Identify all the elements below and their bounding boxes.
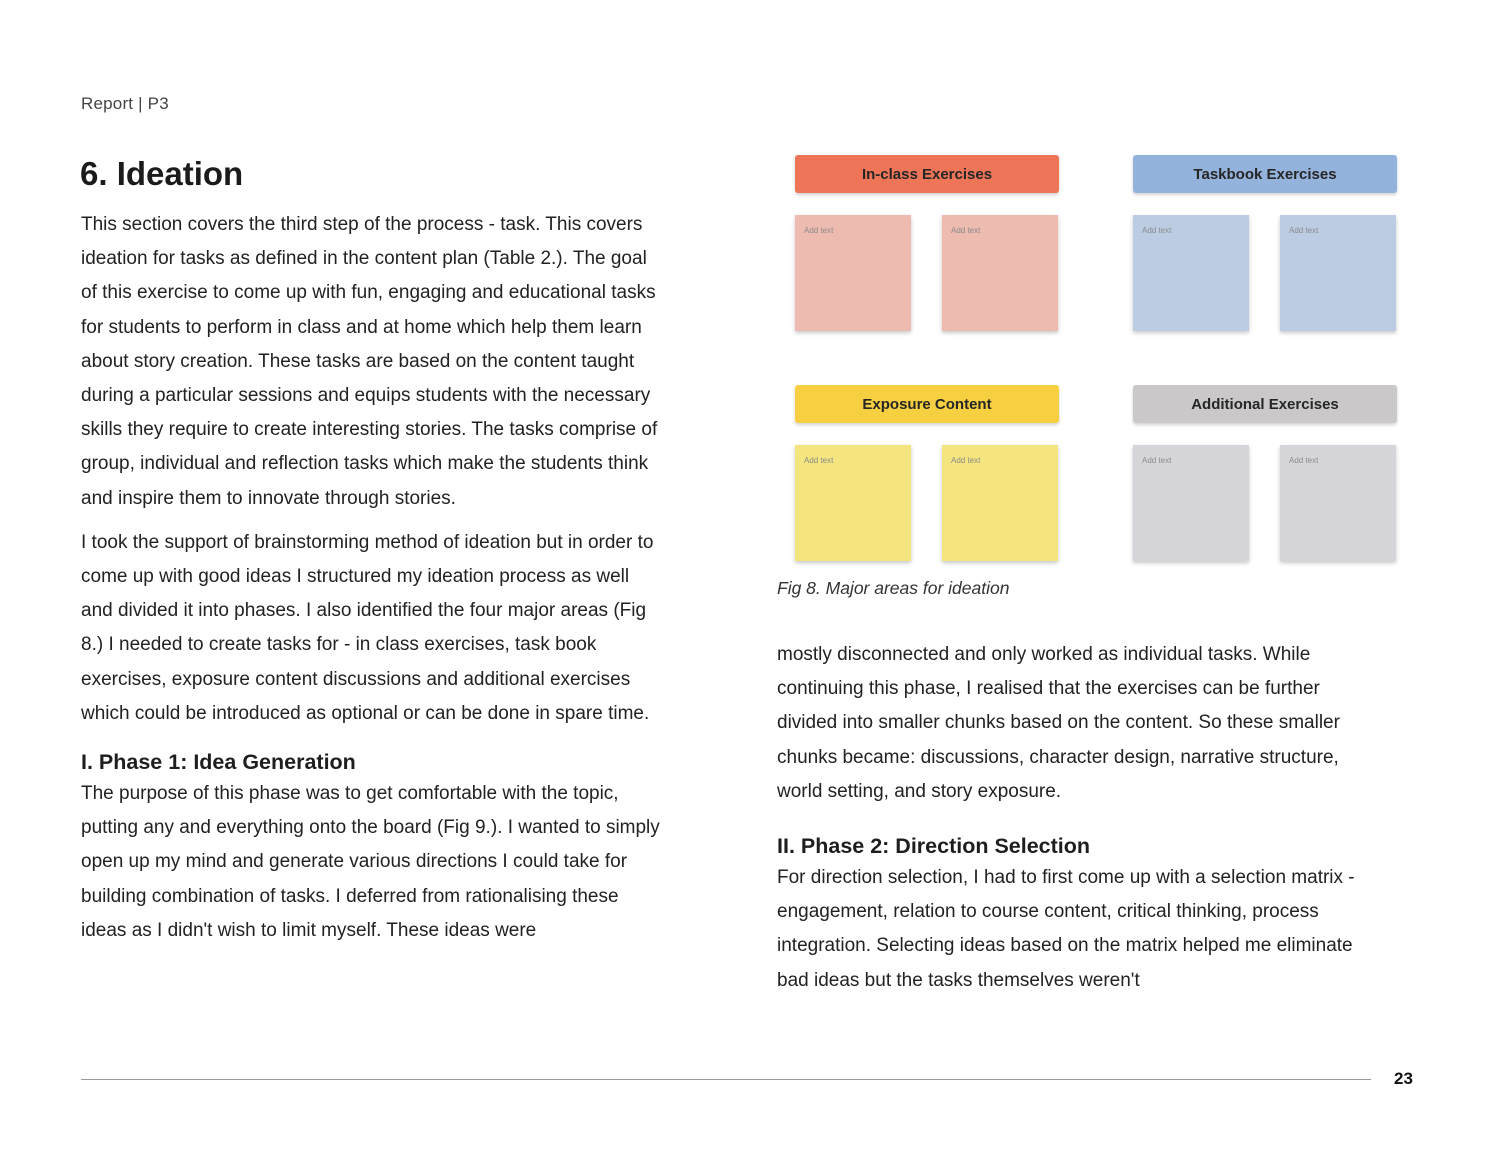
note-placeholder: Add text [804,456,834,465]
group-header: In-class Exercises [795,155,1059,193]
phase1-continuation: mostly disconnected and only worked as individual tasks. While continuing this phase, I realised that the exercises can be further divided into smaller chunks based on the content. So these smaller chunks became: discussions, character design, narrative structure, world setting, and story exposure. [777,644,1340,802]
sticky-note [1133,445,1249,561]
note-placeholder: Add text [1289,456,1319,465]
group-taskbook-exercises [1133,155,1397,235]
sticky-note [1280,445,1396,561]
right-column [777,638,1357,998]
group-header: Additional Exercises [1133,385,1397,423]
group-header: Taskbook Exercises [1133,155,1397,193]
phase1-heading: I. Phase 1: Idea Generation [81,750,356,775]
section-title: 6. Ideation [80,155,244,192]
phase2-paragraph: For direction selection, I had to first come up with a selection matrix - engagement, relation to course content, critical thinking, process integration. Selecting ideas based on the matrix helped me eliminate bad ideas but the tasks themselves weren't [777,867,1355,991]
method-paragraph: I took the support of brainstorming method of ideation but in order to come up with good ideas I structured my ideation process as well and divided it into phases. I also identified the four major areas (Fig 8.) I needed to create tasks for - in class exercises, task book exercises, exposure content discussions and additional exercises which could be introduced as optional or can be done in spare time. [81,531,654,724]
group-in-class-exercises [795,155,1059,235]
figure-caption: Fig 8. Major areas for ideation [777,578,1010,598]
sticky-note [942,445,1058,561]
note-placeholder: Add text [1142,456,1172,465]
sticky-note [942,215,1058,331]
intro-paragraph: This section covers the third step of the process - task. This covers ideation for tasks as defined in the content plan (Table 2.). The goal of this exercise to come up with fun, engaging and educational tasks for students to perform in class and at home which help them learn about story creation. These tasks are based on the content taught during a particular sessions and equips students with the necessary skills they require to create interesting stories. The tasks comprise of group, individual and reflection tasks which make the students think and inspire them to innovate through stories. [81,214,658,509]
sticky-note [1133,215,1249,331]
note-placeholder: Add text [804,226,834,235]
phase2-heading: II. Phase 2: Direction Selection [777,834,1091,859]
sticky-note [795,445,911,561]
page-number: 23 [1394,1069,1413,1088]
note-placeholder: Add text [951,226,981,235]
running-header: Report | P3 [81,94,169,113]
note-placeholder: Add text [1289,226,1319,235]
left-column [81,208,661,948]
group-exposure-content [795,385,1059,465]
group-header: Exposure Content [795,385,1059,423]
sticky-note [795,215,911,331]
sticky-note [1280,215,1396,331]
note-placeholder: Add text [951,456,981,465]
group-additional-exercises [1133,385,1397,465]
footer-divider [81,1079,1371,1080]
ideation-areas-figure [795,155,1397,565]
note-placeholder: Add text [1142,226,1172,235]
phase1-paragraph: The purpose of this phase was to get comfortable with the topic, putting any and everything onto the board (Fig 9.). I wanted to simply open up my mind and generate various directions I could take for building combination of tasks. I deferred from rationalising these ideas as I didn't wish to limit myself. These ideas were [81,783,660,941]
